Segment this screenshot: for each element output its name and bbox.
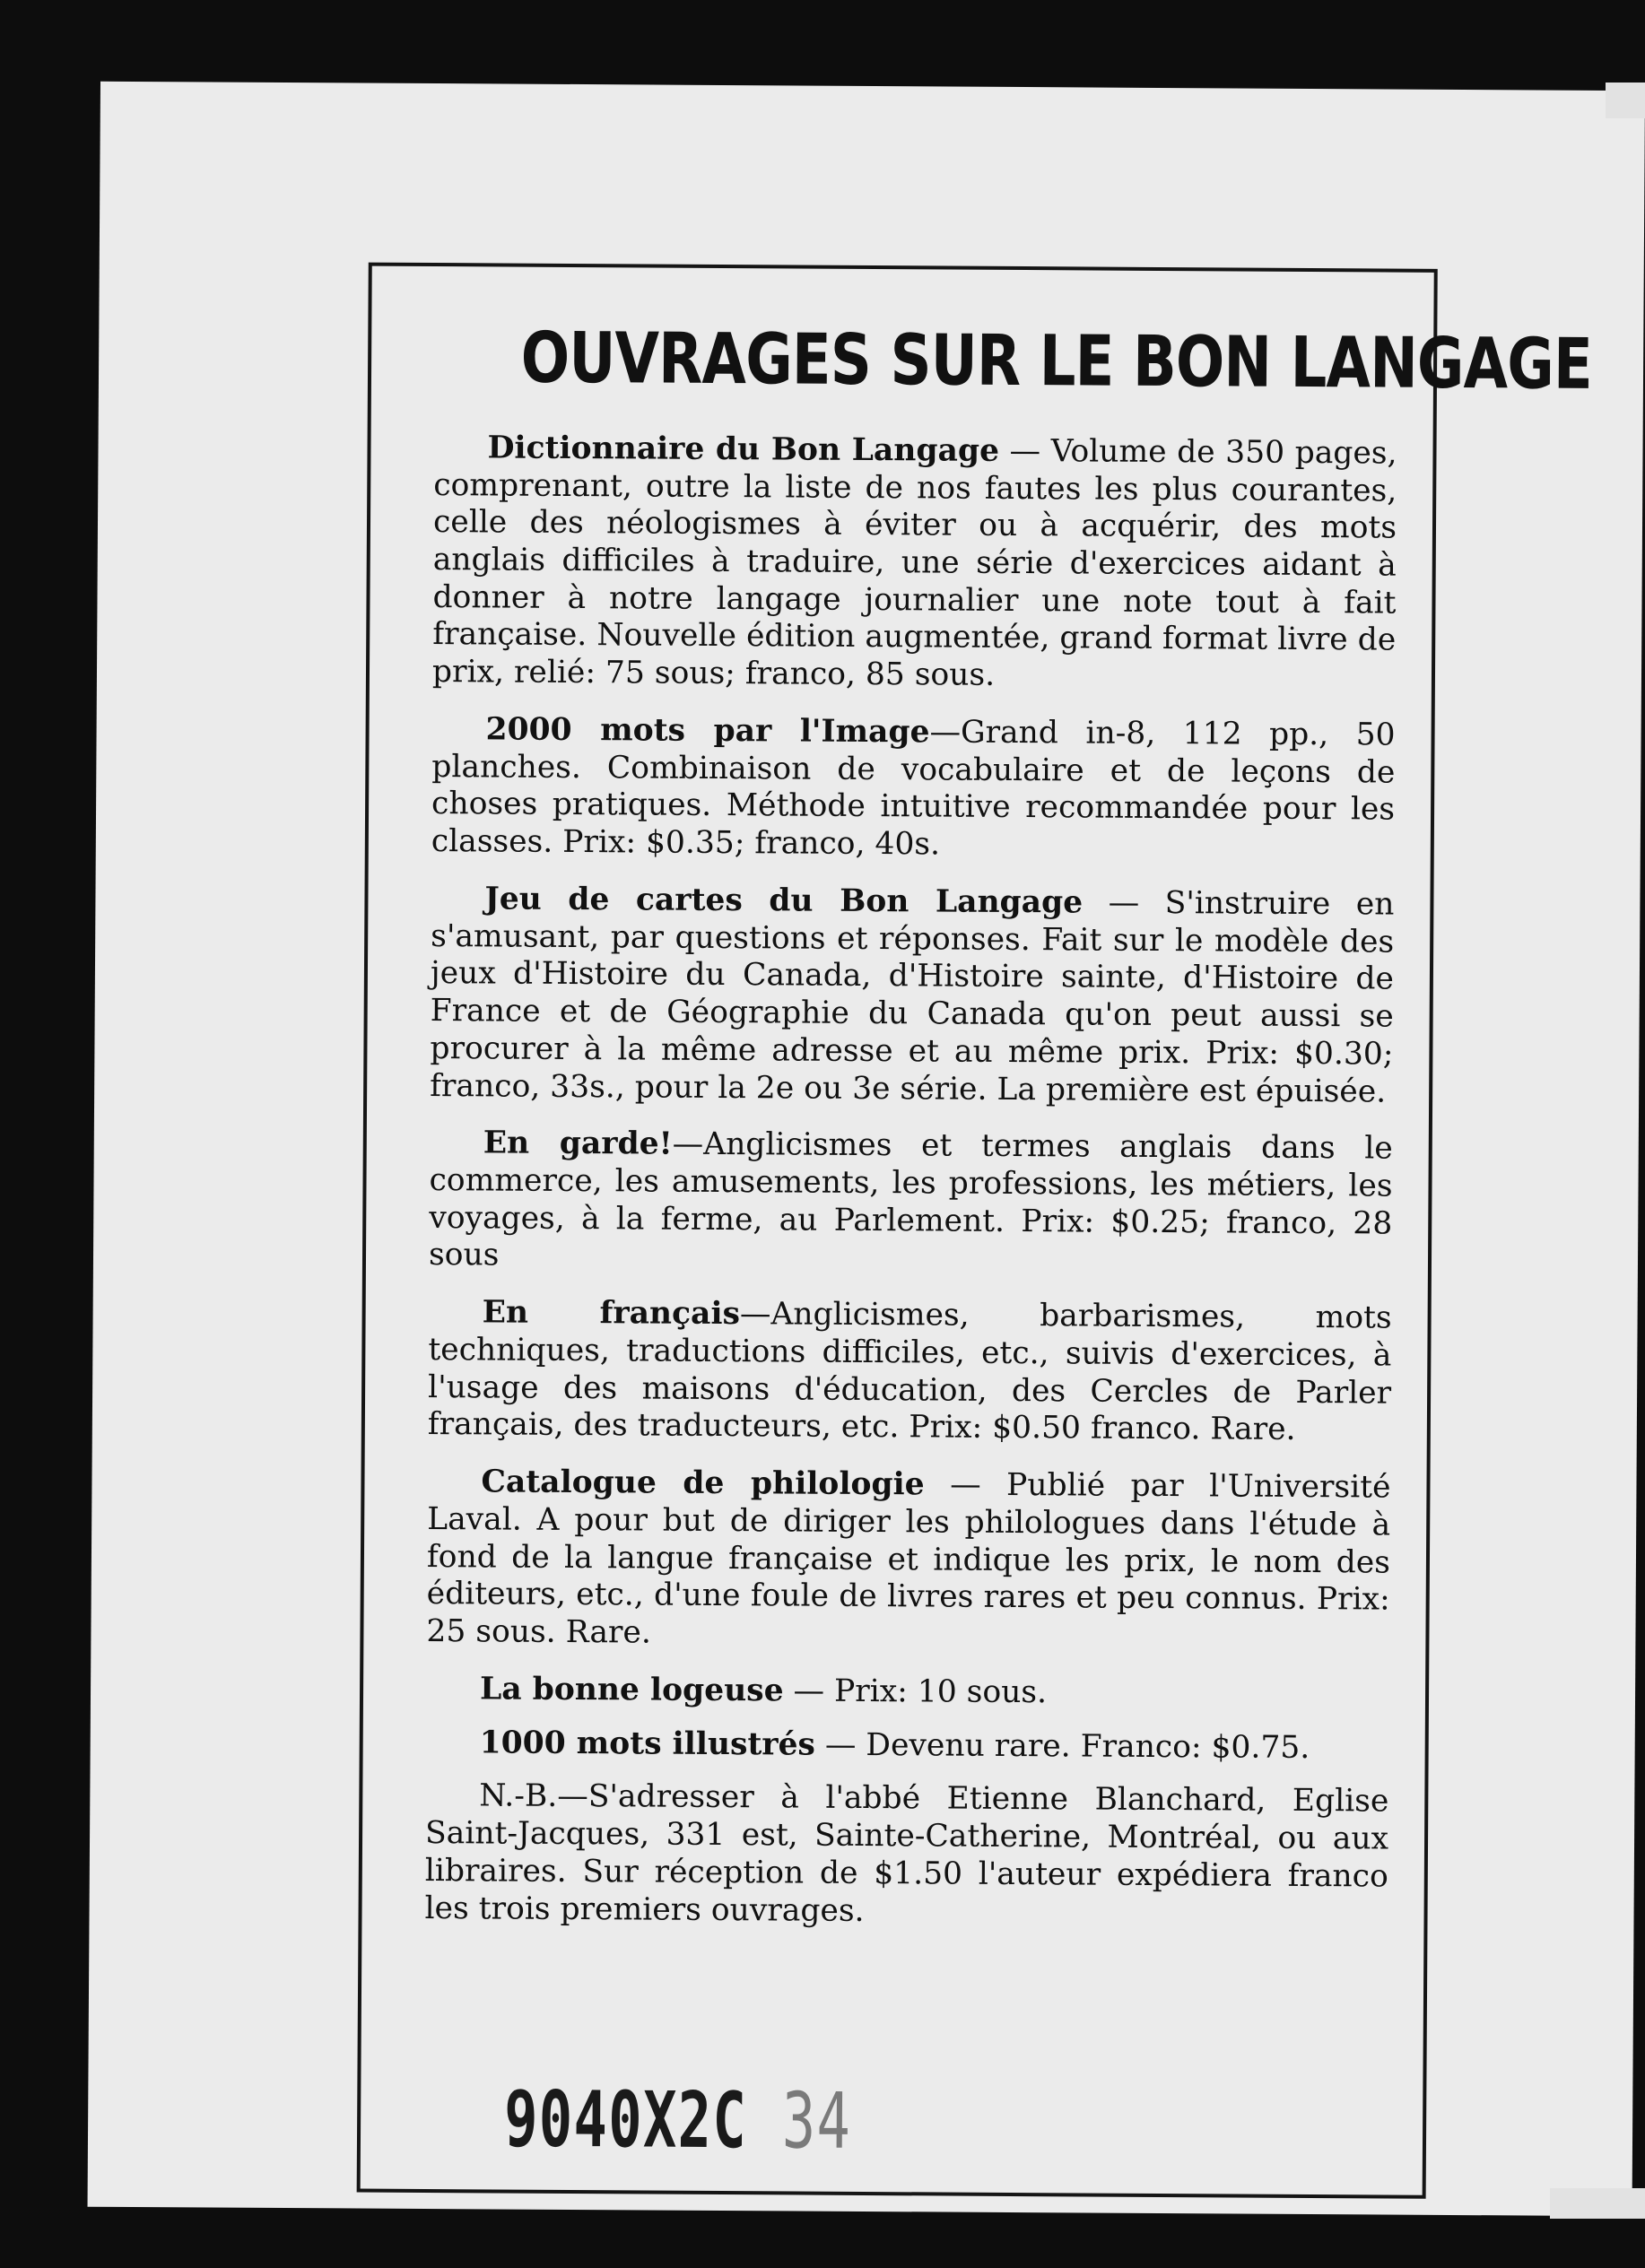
entry-text: —Grand in-8, 112 pp., 50 planches. Combinaison de vocabulaire et de leçons de choses pratiques. Méthode intuitive recommandée pour les classes. Prix: $0.35; franco, 40s. <box>431 714 1396 863</box>
newspaper-clipping <box>88 82 1645 2216</box>
entry-en-francais <box>428 1294 1392 1449</box>
stamp-faint: 34 <box>746 2076 852 2167</box>
entry-text: — Prix: 10 sous. <box>783 1673 1048 1711</box>
entry-title: Dictionnaire du Bon Langage <box>487 430 1000 469</box>
entry-2000-mots <box>431 711 1396 866</box>
edge-scrap-top-right <box>1606 83 1645 118</box>
edge-scrap-bottom-right <box>1550 2188 1645 2219</box>
entry-text: — Volume de 350 pages, comprenant, outre la liste de nos fautes les plus courantes, celle des néologismes à éviter ou à acquérir, des mots anglais difficiles à traduire, une série d'exercices aidant à donner à notre langage journalier une note tout à fait française. Nouvelle édition augmentée, grand format livre de prix, relié: 75 sous; franco, 85 sous. <box>431 432 1397 694</box>
entry-text: —Anglicismes, barbarismes, mots techniques, traductions difficiles, etc., suivis d'exercices, à l'usage des maisons d'éducation, des Cercles de Parler français, des traducteurs, etc. Prix: $0.50 franco. Rare. <box>427 1296 1392 1448</box>
entry-bonne-logeuse <box>426 1671 1389 1714</box>
entry-title: La bonne logeuse <box>479 1671 784 1709</box>
headline: OUVRAGES SUR LE BON LANGAGE <box>520 317 1593 405</box>
entry-title: En français <box>482 1294 741 1333</box>
entry-title: Catalogue de philologie <box>481 1464 925 1503</box>
entry-1000-mots <box>426 1725 1389 1768</box>
entry-title: 2000 mots par l'Image <box>485 711 930 751</box>
entry-title: Jeu de cartes du Bon Langage <box>484 881 1084 921</box>
entry-title: En garde! <box>483 1125 673 1162</box>
entry-text: — Publié par l'Université Laval. A pour but de diriger les philologues dans l'étude à fond de la langue française et indique les prix, le nom des éditeurs, etc., d'une foule de livres rares et peu connus. Prix: 25 sous. Rare. <box>426 1466 1391 1651</box>
archive-stamp <box>504 2075 852 2167</box>
entry-text: — Devenu rare. Franco: $0.75. <box>814 1726 1310 1766</box>
entry-catalogue-philologie <box>426 1464 1390 1656</box>
entry-text: — S'instruire en s'amusant, par questions et réponses. Fait sur le modèle des jeux d'Histoire du Canada, d'Histoire sainte, d'Histoire de France et de Géographie du Canada qu'on peut aussi se procurer à la même adresse et au même prix. Prix: $0.30; franco, 33s., pour la 2e ou 3e série. La première est épuisée. <box>430 884 1395 1110</box>
stamp-main: 9040X2C <box>503 2074 748 2167</box>
entry-jeu-de-cartes <box>430 881 1395 1111</box>
entry-text: —Anglicismes et termes anglais dans le commerce, les amusements, les professions, les métiers, les voyages, à la ferme, au Parlement. Prix: $0.25; franco, 28 sous <box>428 1125 1393 1273</box>
entry-en-garde <box>429 1125 1393 1280</box>
entry-title: 1000 mots illustrés <box>479 1724 816 1763</box>
nota-bene: N.-B.—S'adresser à l'abbé Etienne Blanchard, Eglise Saint-Jacques, 331 est, Sainte-Catherine, Montréal, ou aux libraires. Sur réception de $1.50 l'auteur expédiera franco les trois premiers ouvrages. <box>424 1777 1389 1929</box>
entry-dictionnaire <box>432 430 1397 698</box>
advertisement-box <box>357 263 1593 2199</box>
